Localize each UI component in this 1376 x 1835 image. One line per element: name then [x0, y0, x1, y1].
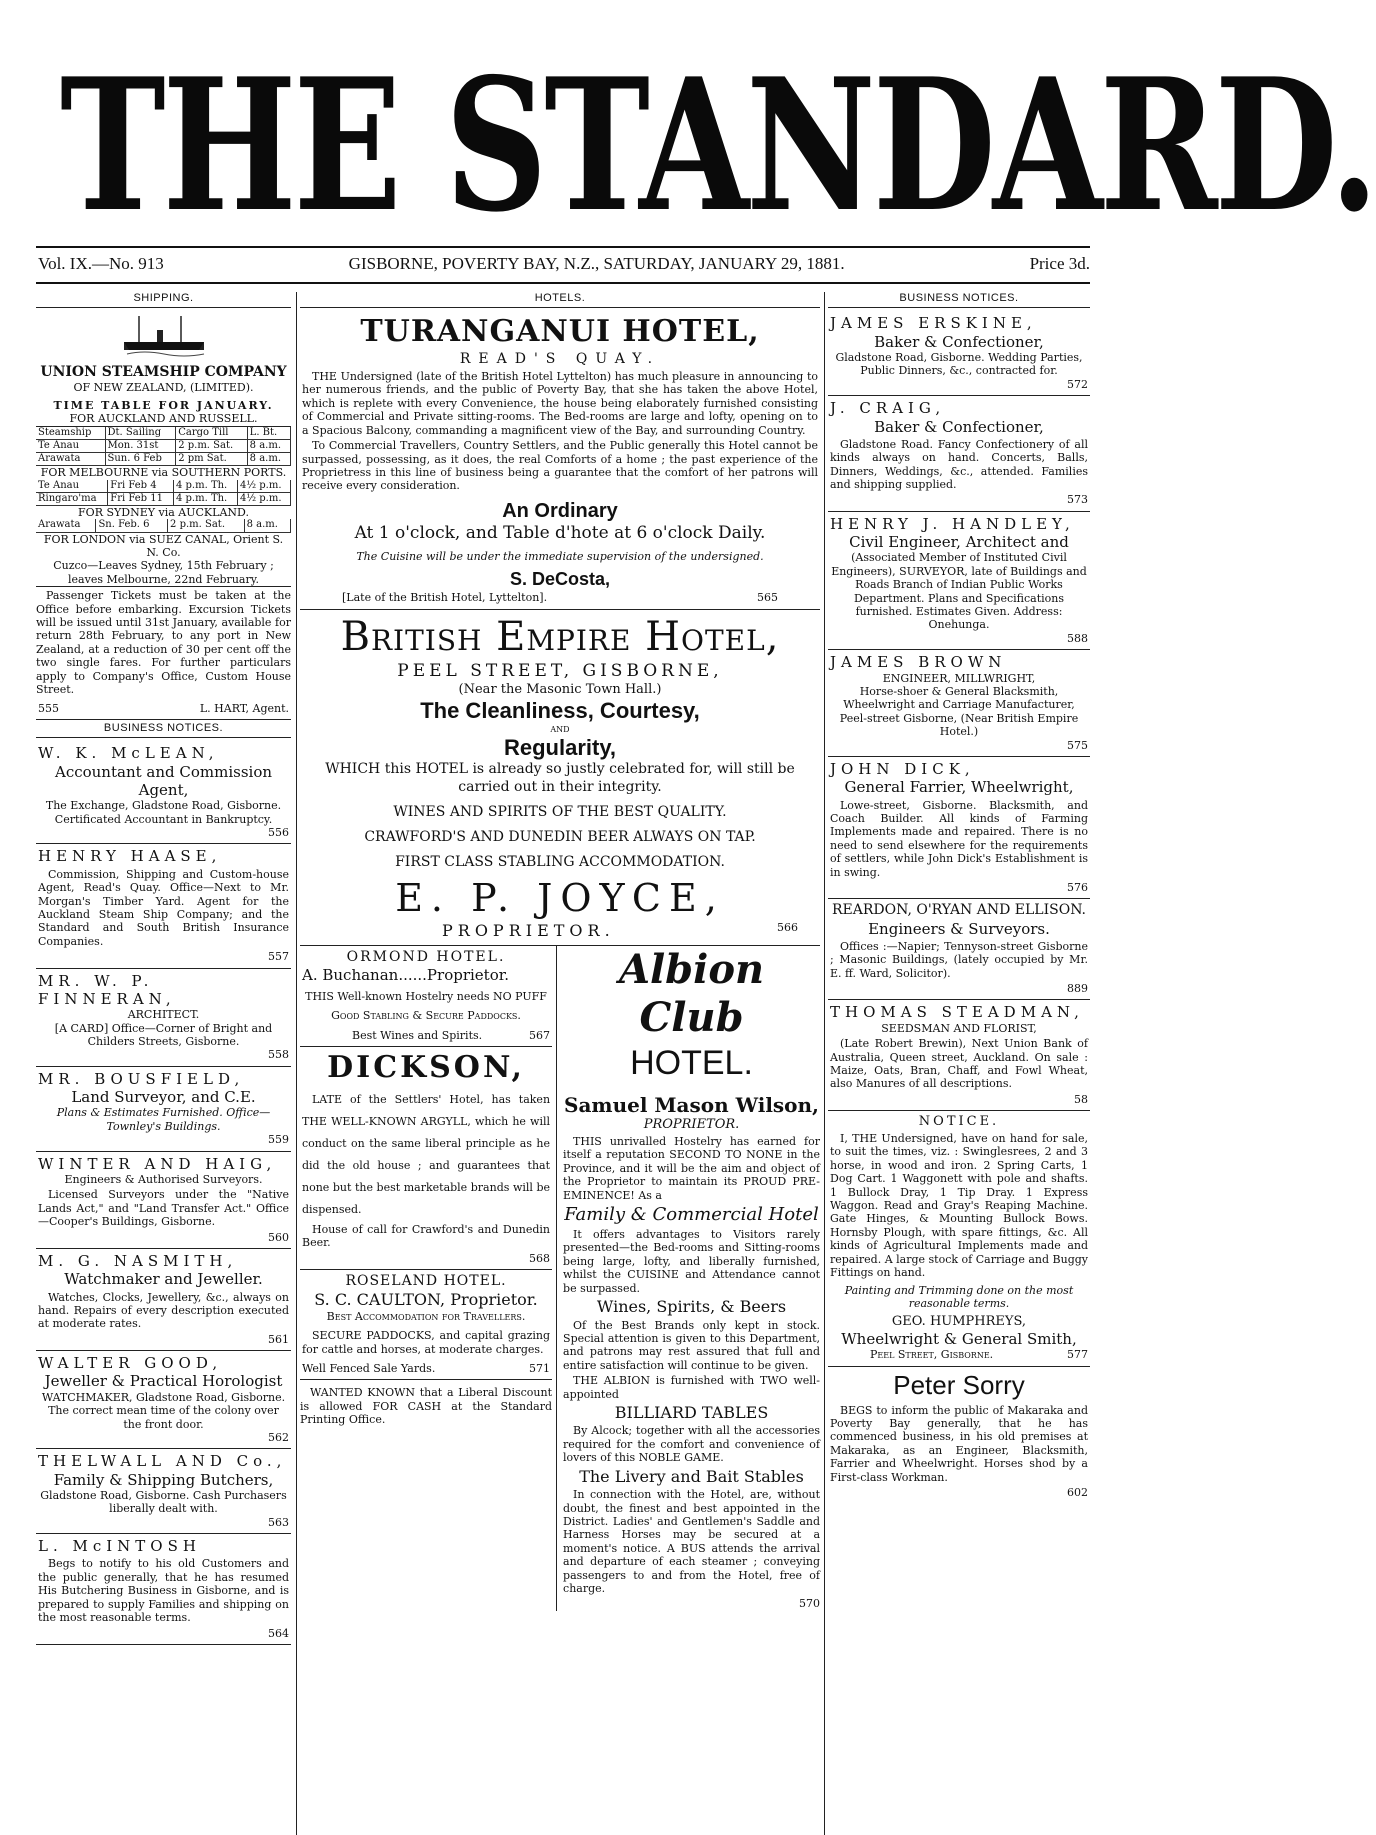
wanted-known-notice: WANTED KNOWN that a Liberal Discount is allowed FOR CASH at the Standard Printing Office. [300, 1386, 553, 1427]
hotel-ad-albion [557, 946, 820, 1611]
ad-title: ROSELAND HOTEL. [345, 1273, 507, 1290]
ad-number: 576 [1067, 881, 1088, 895]
ad-number: 602 [1067, 1486, 1088, 1500]
ad-title-sub: HOTEL. [630, 1044, 753, 1083]
ad-body: WHICH this HOTEL is already so justly celebrated for, will still be carried out in their integrity. [325, 761, 795, 795]
section-header: HOTELS. [300, 290, 820, 308]
beer-line: CRAWFORD'S AND DUNEDIN BEER ALWAYS ON TAP. [364, 828, 756, 845]
ad-body: THIS Well-known Hostelry needs NO PUFF [305, 990, 547, 1004]
ad-title: MR. BOUSFIELD, [38, 1069, 245, 1088]
ad-subtitle: Land Surveyor, and C.E. [71, 1088, 256, 1107]
table-row [36, 492, 291, 505]
table-cell: 2 p.m. Sat. [176, 439, 247, 452]
ad-subtitle: READ'S QUAY. [459, 351, 661, 367]
route-text: Cuzco—Leaves Sydney, 15th February ; leaves Melbourne, 22nd February. [36, 559, 291, 587]
ad-title: Albion Club [618, 945, 765, 1042]
ad-body: Offices :—Napier; Tennyson-street Gisborne ; Masonic Buildings, (lately occupied by Mr. E. ff. Ward, Solicitor). [830, 939, 1088, 980]
business-ad [828, 512, 1090, 650]
ordinary-heading: An Ordinary [502, 499, 618, 522]
ad-number: 557 [268, 950, 289, 964]
ad-body: SECURE PADDOCKS, and capital grazing for cattle and horses, at moderate charges. [302, 1329, 551, 1356]
ad-body: THE ALBION is furnished with TWO well-appointed [563, 1374, 820, 1401]
timetable-table [36, 480, 291, 506]
business-ad [828, 396, 1090, 512]
business-ad [36, 1449, 291, 1534]
ad-number: 588 [1067, 631, 1088, 645]
owner-line [302, 591, 818, 604]
ad-title: J. CRAIG, [830, 399, 946, 418]
business-ad [828, 650, 1090, 757]
owner-sub: Wheelwright & General Smith, [841, 1330, 1077, 1349]
ad-body: Of the Best Brands only kept in stock. Special attention is given to this Department, and patrons may rest assured that full and entire satisfaction will continue to be given. [563, 1318, 820, 1372]
route-heading: FOR AUCKLAND AND RUSSELL. [36, 412, 291, 426]
ad-subtitle: Baker & Confectioner, [874, 332, 1044, 351]
table-row [36, 480, 291, 493]
ad-subtitle: Family & Shipping Butchers, [53, 1470, 274, 1489]
agent-line [36, 699, 291, 720]
owner-sub: [Late of the British Hotel, Lyttelton]. [342, 591, 548, 605]
agent-name: L. HART, Agent. [199, 701, 289, 715]
business-ad [36, 741, 291, 844]
table-header-row [36, 427, 291, 440]
section-header: BUSINESS NOTICES. [36, 720, 291, 738]
ad-number: 571 [529, 1361, 551, 1375]
ad-title: M. G. NASMITH, [38, 1251, 238, 1270]
ad-title: British Empire Hotel, [340, 613, 780, 660]
ad-street: PEEL STREET, GISBORNE, [397, 661, 723, 682]
ad-subtitle: Watchmaker and Jeweller. [64, 1270, 263, 1289]
hotel-lower-split [300, 946, 820, 1611]
dateline-rule [36, 282, 1090, 284]
ad-subtitle: Jeweller & Practical Horologist [44, 1372, 283, 1391]
owner-sub: PROPRIETOR. [442, 921, 615, 941]
ad-title: Peter Sorry [893, 1369, 1025, 1400]
ad-number: 568 [529, 1251, 551, 1265]
column-divider [824, 292, 825, 1835]
route-heading: FOR MELBOURNE via SOUTHERN PORTS. [40, 466, 287, 480]
ad-body: Lowe-street, Gisborne. Blacksmith, and Coach Builder. All kinds of Farming Implements made and repaired. There is no need to send elsewhere for the requirements of settlers, while John Dick's Establishment is in swing. [830, 798, 1088, 879]
ad-title: HENRY HAASE, [38, 847, 222, 866]
masthead-title: THE STANDARD. [60, 38, 1376, 252]
notice-ad [828, 1111, 1090, 1367]
table-cell: Ringaro'ma [36, 492, 108, 505]
ad-body: Gladstone Road, Gisborne. Cash Purchasers liberally dealt with. [40, 1488, 287, 1516]
ad-number: 577 [1067, 1348, 1088, 1362]
ad-body: In connection with the Hotel, are, without doubt, the finest and best appointed in the District. Ladies' and Gentlemen's Saddle and Harness Horses may be secured at a moment's notice. A BUS attends the arrival and departure of each steamer ; conveying passengers to and from the Hotel, free of charge. [563, 1488, 820, 1596]
ad-title: REARDON, O'RYAN AND ELLISON. [831, 902, 1087, 919]
hotel-ad-turanganui [300, 311, 820, 609]
ad-body: It offers advantages to Visitors rarely presented—the Bed-rooms and Sitting-rooms being large, lofty, and liberally furnished, whilst the CUISINE and Attendance cannot be surpassed. [563, 1227, 820, 1295]
section-header: SHIPPING. [36, 290, 291, 308]
motto-line: The Cleanliness, Courtesy, [420, 698, 700, 724]
business-ad [828, 311, 1090, 396]
ad-body: Begs to notify to his old Customers and the public generally, that he has resumed His Butchering Business in Gisborne, and is prepared to supply Families and shipping on the most reasonable terms. [38, 1557, 289, 1625]
wines-line: WINES AND SPIRITS OF THE BEST QUALITY. [393, 803, 727, 820]
table-row [36, 439, 291, 452]
ad-title: JAMES ERSKINE, [830, 314, 1037, 333]
volume-number: Vol. IX.—No. 913 [38, 254, 164, 273]
ad-body: By Alcock; together with all the accessories required for the comfort and convenience of lovers of this NOBLE GAME. [563, 1424, 820, 1465]
table-row [36, 453, 291, 466]
table-cell: Mon. 31st [105, 439, 176, 452]
ad-wines: Best Wines and Spirits. [352, 1028, 483, 1042]
ad-body: The Exchange, Gladstone Road, Gisborne. Certificated Accountant in Bankruptcy. [45, 799, 282, 826]
ad-body: Watches, Clocks, Jewellery, &c., always on hand. Repairs of every description executed at moderate rates. [38, 1290, 289, 1331]
table-cell: Fri Feb 4 [108, 480, 174, 493]
ad-near: (Near the Masonic Town Hall.) [458, 682, 662, 698]
business-ad [828, 1000, 1090, 1111]
route-heading: FOR SYDNEY via AUCKLAND. [78, 506, 249, 520]
ad-address: Peel Street, Gisborne. [870, 1348, 994, 1362]
business-ad [36, 1351, 291, 1449]
table-cell: Arawata [36, 519, 96, 532]
ad-stabling: Good Stabling & Secure Paddocks. [331, 1009, 521, 1023]
ad-title: THOMAS STEADMAN, [830, 1003, 1084, 1022]
ad-number: 561 [268, 1332, 289, 1346]
ad-body: To Commercial Travellers, Country Settlers, and the Public generally this Hotel cannot be surpassed, possessing, as it does, the real Comforts of a home ; the past experience of the Proprietress in this line of business being a guarantee that the comfort of her patrons will receive every consideration. [302, 439, 818, 493]
ad-body: WATCHMAKER, Gladstone Road, Gisborne. The correct mean time of the colony over the front door. [41, 1390, 286, 1431]
ad-subtitle: Engineers & Surveyors. [868, 919, 1050, 938]
ad-number: 556 [268, 826, 289, 840]
hotel-ad-roseland [300, 1270, 552, 1380]
table-row [36, 519, 291, 532]
table-cell: 8 a.m. [247, 439, 290, 452]
hotel-ad-ormond [300, 946, 552, 1048]
motto-line: Regularity, [503, 734, 617, 760]
table-cell: Arawata [36, 453, 105, 466]
ad-number: 567 [529, 1028, 551, 1042]
ad-number: 560 [268, 1230, 289, 1244]
ad-body: Gladstone Road. Fancy Confectionery of all kinds always on hand. Concerts, Balls, Dinners, Weddings, &c., attended. Families and shipping supplied. [830, 437, 1088, 492]
column-shipping [36, 290, 291, 1835]
table-cell: 4½ p.m. [238, 480, 291, 493]
ad-body: LATE of the Settlers' Hotel, has taken THE WELL-KNOWN ARGYLL, which he will conduct on the same liberal principle as he did the old house ; and guarantees that none but the best marketable brands will be dispensed. [302, 1092, 551, 1216]
timetable-table [36, 427, 291, 467]
livery-heading: The Livery and Bait Stables [579, 1466, 804, 1486]
business-ad [828, 899, 1090, 1000]
hotel-ad-british-empire [300, 610, 820, 946]
ad-body: THIS unrivalled Hostelry has earned for itself a reputation SECOND TO NONE in the Province, and it will be the aim and object of the Proprietor to maintain its PROUD PRE-EMINENCE! As a [563, 1135, 820, 1202]
table-cell: Te Anau [36, 439, 105, 452]
ad-number: 563 [268, 1515, 289, 1529]
timetable-title: TIME TABLE FOR JANUARY. [53, 398, 274, 412]
ad-body: I, THE Undersigned, have on hand for sale, to suit the times, viz. : Swinglesrees, 2 and 3 horse, in wood and iron. 2 Spring Carts, 1 Dog Cart. 1 Waggonett with pole and shafts. 1 Bullock Dray, 1 Tip Dray. 1 Express Waggon. Read and Gray's Reaping Machine. Gate Hinges, & Mounting Bullock Bows. Hornsby Plough, with spare fittings, &c. All kinds of Agricultural Implements made and repaired. A large stock of Carriage and Buggy Fittings on hand. [830, 1132, 1088, 1280]
company-sub: OF NEW ZEALAND, (LIMITED). [73, 381, 254, 395]
steamship-icon [119, 312, 209, 360]
business-ad [36, 1534, 291, 1645]
table-cell: 2 pm Sat. [176, 453, 247, 466]
ad-body: THE Undersigned (late of the British Hotel Lyttelton) has much pleasure in announcing to her numerous friends, and the public of Poverty Bay, that she has taken the above Hotel, which is replete with every Convenience, the house being elaborately furnished consisting of Commercial and Private sitting-rooms. The Bed-rooms are large and lofty, opening on to a Spacious Balcony, commanding a magnificent view of the Bay, and surrounding Country. [302, 370, 818, 437]
ad-footer [302, 1362, 550, 1375]
cuisine-note: The Cuisine will be under the immediate supervision of the undersigned. [356, 549, 764, 563]
column-hotels [300, 290, 820, 1835]
ad-title: THELWALL AND Co., [38, 1452, 287, 1471]
ad-subtitle: SEEDSMAN AND FLORIST, [881, 1021, 1037, 1035]
price: Price 3d. [1029, 254, 1090, 273]
ad-body: Horse-shoer & General Blacksmith, Wheelwright and Carriage Manufacturer, Peel-street Gisborne, (Near British Empire Hotel.) [839, 684, 1079, 739]
ad-body: Licensed Surveyors under the "Native Lands Act," and "Land Transfer Act." Office—Cooper's Buildings, Gisborne. [38, 1188, 289, 1229]
ad-number: 58 [1074, 1092, 1088, 1106]
table-header-cell: L. Bt. [247, 427, 290, 440]
wines-heading: Wines, Spirits, & Beers [596, 1297, 787, 1317]
ad-number: 558 [268, 1048, 289, 1062]
ad-number: 889 [1067, 982, 1088, 996]
business-ad [36, 1152, 291, 1249]
business-ad [36, 1249, 291, 1351]
ad-title: JAMES BROWN [830, 653, 1007, 672]
ad-number: 565 [757, 591, 778, 605]
ad-proprietor: S. C. CAULTON, Proprietor. [314, 1290, 538, 1310]
place-date: GISBORNE, POVERTY BAY, N.Z., SATURDAY, JANUARY 29, 1881. [348, 254, 845, 273]
table-cell: Fri Feb 11 [108, 492, 174, 505]
ad-number: 566 [777, 921, 798, 935]
ad-subtitle: ENGINEER, MILLWRIGHT, [882, 671, 1036, 685]
ad-number: 570 [799, 1597, 820, 1611]
ad-subtitle: Civil Engineer, Architect and [849, 533, 1069, 552]
ad-footer [302, 1029, 550, 1042]
table-header-cell: Steamship [36, 427, 105, 440]
hotel-ad-dickson [300, 1047, 552, 1270]
ad-title: WALTER GOOD, [38, 1354, 223, 1373]
ad-number: 564 [268, 1626, 289, 1640]
ad-body: BEGS to inform the public of Makaraka and Poverty Bay generally, that he has commenced business, in his old premises at Makaraka, as an Engineer, Blacksmith, Farrier and Wheelwright. Horses shod by a First-class Workman. [830, 1403, 1088, 1484]
timetable-table [36, 519, 291, 532]
ad-subtitle: General Farrier, Wheelwright, [844, 778, 1074, 797]
ad-number: 555 [38, 701, 59, 715]
owner-sub: PROPRIETOR. [643, 1117, 740, 1133]
ad-number: 572 [1067, 377, 1088, 391]
ad-title: TURANGANUI HOTEL, [360, 314, 760, 350]
section-header: BUSINESS NOTICES. [828, 290, 1090, 308]
ad-title: ORMOND HOTEL. [346, 948, 506, 965]
ad-number: 559 [268, 1133, 289, 1147]
ad-title: NOTICE. [918, 1114, 1000, 1130]
shipping-notice: Passenger Tickets must be taken at the Office before embarking. Excursion Tickets will be issued until 31st January, available for return 28th February, to any port in New Zealand, at a reduction of 30 per cent off the two single fares. For further particulars apply to Company's Office, Custom House Street. [36, 589, 291, 697]
owner-name: E. P. JOYCE, [395, 875, 725, 920]
table-cell: Te Anau [36, 480, 108, 493]
ad-title: W. K. McLEAN, [38, 744, 219, 763]
company-name: UNION STEAMSHIP COMPANY [40, 364, 287, 381]
dateline [38, 254, 1090, 274]
ordinary-line: At 1 o'clock, and Table d'hote at 6 o'clock Daily. [354, 523, 766, 544]
ad-body: (Late Robert Brewin), Next Union Bank of Australia, Queen street, Auckland. On sale : Maize, Oats, Bran, Chaff, and Fowl Wheat, also Manures of all descriptions. [830, 1037, 1088, 1091]
ad-footer [830, 1348, 1088, 1361]
ad-title: HENRY J. HANDLEY, [830, 514, 1075, 533]
owner-name: GEO. HUMPHREYS, [891, 1314, 1027, 1330]
route-heading: FOR LONDON via SUEZ CANAL, Orient S. N. Co. [43, 532, 284, 560]
ad-body: [A CARD] Office—Corner of Bright and Childers Streets, Gisborne. [54, 1021, 273, 1048]
business-ad [36, 969, 291, 1067]
column-business-notices [828, 290, 1090, 1835]
table-header-cell: Dt. Sailing [105, 427, 176, 440]
table-cell: Sun. 6 Feb [105, 453, 176, 466]
ad-title: DICKSON, [327, 1050, 525, 1086]
business-ad [36, 1067, 291, 1152]
business-ad [828, 757, 1090, 899]
billiard-heading: BILLIARD TABLES [614, 1402, 769, 1422]
table-cell: Sn. Feb. 6 [96, 519, 168, 532]
ad-fenced: Well Fenced Sale Yards. [302, 1361, 436, 1375]
ad-subtitle: Baker & Confectioner, [874, 417, 1044, 436]
family-heading: Family & Commercial Hotel [564, 1204, 819, 1226]
business-ad [36, 844, 291, 968]
owner-name: Samuel Mason Wilson, [564, 1092, 820, 1117]
owner-name: S. DeCosta, [509, 569, 611, 590]
ad-proprietor: A. Buchanan......Proprietor. [302, 965, 510, 984]
ad-subtitle: Accountant and Commission Agent, [54, 762, 273, 799]
table-cell: 2 p.m. Sat. [168, 519, 245, 532]
table-cell: 4 p.m. Th. [173, 480, 237, 493]
ad-terms: Painting and Trimming done on the most reasonable terms. [844, 1283, 1074, 1310]
ad-body: Plans & Estimates Furnished. Office—Townley's Buildings. [56, 1106, 271, 1133]
table-header-cell: Cargo Till [176, 427, 247, 440]
table-cell: 8 a.m. [247, 453, 290, 466]
ad-body: Gladstone Road, Gisborne. Wedding Parties, Public Dinners, &c., contracted for. [835, 351, 1083, 378]
ad-body: Commission, Shipping and Custom-house Agent, Read's Quay. Office—Next to Mr. Morgan's Timber Yard. Agent for the Auckland Steam Ship Company; and the Standard and South British Insurance Companies. [38, 867, 289, 948]
ad-title: JOHN DICK, [830, 760, 975, 779]
ad-title: WINTER AND HAIG, [38, 1154, 277, 1173]
ad-title: MR. W. P. FINNERAN, [38, 971, 176, 1008]
owner-line [302, 921, 818, 941]
table-cell: 4½ p.m. [238, 492, 291, 505]
table-cell: 4 p.m. Th. [173, 492, 237, 505]
business-ad-peter-sorry [828, 1367, 1090, 1504]
ad-number: 573 [1067, 493, 1088, 507]
ad-house: House of call for Crawford's and Dunedin Beer. [302, 1222, 551, 1250]
stabling-line: FIRST CLASS STABLING ACCOMMODATION. [395, 853, 725, 870]
column-divider [296, 292, 297, 1835]
motto-and: AND [550, 724, 570, 734]
ad-number: 562 [268, 1430, 289, 1444]
ad-number: 575 [1067, 738, 1088, 752]
ad-subtitle: ARCHITECT. [127, 1008, 200, 1022]
ad-subtitle: Best Accommodation for Travellers. [326, 1309, 526, 1323]
ad-subtitle: Engineers & Authorised Surveyors. [64, 1172, 263, 1186]
table-cell: 8 a.m. [244, 519, 290, 532]
ad-title: L. McINTOSH [38, 1537, 201, 1556]
top-rule [36, 246, 1090, 248]
ad-body: (Associated Member of Instituted Civil Engineers), SURVEYOR, late of Buildings and Roads Branch of Indian Public Works Department. Plans and Specifications furnished. Estimates Given. Address: Onehunga. [831, 551, 1087, 632]
